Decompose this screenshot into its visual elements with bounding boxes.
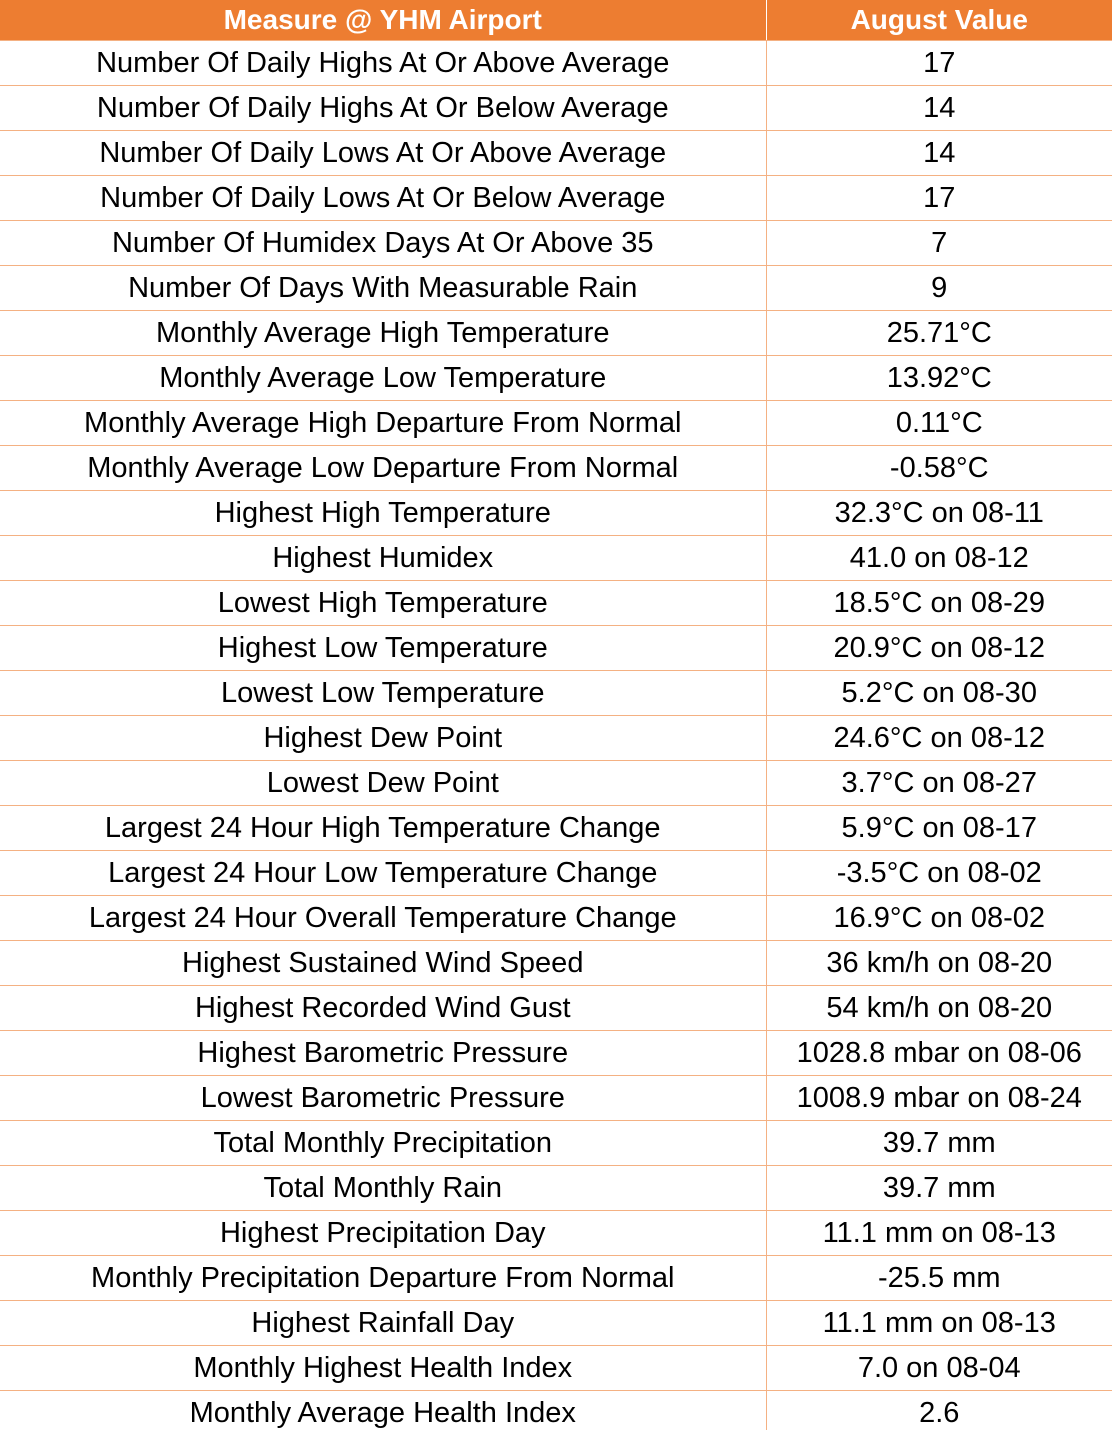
measure-cell: Number Of Daily Lows At Or Below Average	[0, 176, 766, 221]
table-row	[0, 131, 1112, 176]
measure-cell: Monthly Highest Health Index	[0, 1346, 766, 1391]
value-cell: 32.3°C on 08-11	[766, 491, 1112, 536]
value-cell: 3.7°C on 08-27	[766, 761, 1112, 806]
value-cell: 17	[766, 41, 1112, 86]
measure-cell: Number Of Daily Lows At Or Above Average	[0, 131, 766, 176]
header-value: August Value	[766, 0, 1112, 41]
table-row	[0, 806, 1112, 851]
measure-cell: Number Of Daily Highs At Or Above Average	[0, 41, 766, 86]
value-cell: 1028.8 mbar on 08-06	[766, 1031, 1112, 1076]
value-cell: 5.2°C on 08-30	[766, 671, 1112, 716]
measure-cell: Monthly Average Health Index	[0, 1391, 766, 1430]
measure-cell: Highest High Temperature	[0, 491, 766, 536]
table-row	[0, 311, 1112, 356]
table-row	[0, 1121, 1112, 1166]
table-body	[0, 41, 1112, 1430]
table-row	[0, 491, 1112, 536]
measure-cell: Highest Rainfall Day	[0, 1301, 766, 1346]
value-cell: 36 km/h on 08-20	[766, 941, 1112, 986]
value-cell: 54 km/h on 08-20	[766, 986, 1112, 1031]
table-row	[0, 896, 1112, 941]
value-cell: 16.9°C on 08-02	[766, 896, 1112, 941]
measure-cell: Number Of Humidex Days At Or Above 35	[0, 221, 766, 266]
table-header	[0, 0, 1112, 41]
measure-cell: Total Monthly Rain	[0, 1166, 766, 1211]
table-row	[0, 266, 1112, 311]
value-cell: 41.0 on 08-12	[766, 536, 1112, 581]
value-cell: 24.6°C on 08-12	[766, 716, 1112, 761]
measure-cell: Monthly Average High Temperature	[0, 311, 766, 356]
table-row	[0, 1256, 1112, 1301]
value-cell: 25.71°C	[766, 311, 1112, 356]
value-cell: 11.1 mm on 08-13	[766, 1211, 1112, 1256]
header-measure: Measure @ YHM Airport	[0, 0, 766, 41]
measure-cell: Highest Dew Point	[0, 716, 766, 761]
measure-cell: Monthly Average Low Departure From Normal	[0, 446, 766, 491]
value-cell: 11.1 mm on 08-13	[766, 1301, 1112, 1346]
measure-cell: Largest 24 Hour Low Temperature Change	[0, 851, 766, 896]
value-cell: 5.9°C on 08-17	[766, 806, 1112, 851]
table-row	[0, 1391, 1112, 1430]
table-row	[0, 581, 1112, 626]
table-row	[0, 1166, 1112, 1211]
value-cell: 20.9°C on 08-12	[766, 626, 1112, 671]
measure-cell: Highest Precipitation Day	[0, 1211, 766, 1256]
header-row	[0, 0, 1112, 41]
measure-cell: Highest Humidex	[0, 536, 766, 581]
measure-cell: Largest 24 Hour Overall Temperature Change	[0, 896, 766, 941]
table-row	[0, 356, 1112, 401]
measure-cell: Total Monthly Precipitation	[0, 1121, 766, 1166]
table-row	[0, 761, 1112, 806]
table-row	[0, 671, 1112, 716]
value-cell: 7.0 on 08-04	[766, 1346, 1112, 1391]
table-row	[0, 401, 1112, 446]
table-row	[0, 536, 1112, 581]
value-cell: 39.7 mm	[766, 1121, 1112, 1166]
measure-cell: Lowest Barometric Pressure	[0, 1076, 766, 1121]
measure-cell: Highest Sustained Wind Speed	[0, 941, 766, 986]
measure-cell: Highest Low Temperature	[0, 626, 766, 671]
value-cell: 1008.9 mbar on 08-24	[766, 1076, 1112, 1121]
measure-cell: Highest Recorded Wind Gust	[0, 986, 766, 1031]
measure-cell: Monthly Average Low Temperature	[0, 356, 766, 401]
table-row	[0, 716, 1112, 761]
value-cell: -0.58°C	[766, 446, 1112, 491]
value-cell: 18.5°C on 08-29	[766, 581, 1112, 626]
table-row	[0, 1346, 1112, 1391]
table-row	[0, 221, 1112, 266]
measure-cell: Largest 24 Hour High Temperature Change	[0, 806, 766, 851]
table-row	[0, 86, 1112, 131]
measure-cell: Number Of Daily Highs At Or Below Average	[0, 86, 766, 131]
measure-cell: Number Of Days With Measurable Rain	[0, 266, 766, 311]
measure-cell: Highest Barometric Pressure	[0, 1031, 766, 1076]
value-cell: 2.6	[766, 1391, 1112, 1430]
table-row	[0, 1301, 1112, 1346]
measure-cell: Monthly Precipitation Departure From Normal	[0, 1256, 766, 1301]
measure-cell: Lowest Dew Point	[0, 761, 766, 806]
value-cell: 14	[766, 86, 1112, 131]
value-cell: -3.5°C on 08-02	[766, 851, 1112, 896]
table-row	[0, 176, 1112, 221]
measure-cell: Lowest High Temperature	[0, 581, 766, 626]
value-cell: 0.11°C	[766, 401, 1112, 446]
table-row	[0, 986, 1112, 1031]
table-row	[0, 851, 1112, 896]
value-cell: 13.92°C	[766, 356, 1112, 401]
table-row	[0, 1031, 1112, 1076]
value-cell: 39.7 mm	[766, 1166, 1112, 1211]
measure-cell: Lowest Low Temperature	[0, 671, 766, 716]
value-cell: 7	[766, 221, 1112, 266]
table-row	[0, 941, 1112, 986]
value-cell: -25.5 mm	[766, 1256, 1112, 1301]
value-cell: 9	[766, 266, 1112, 311]
value-cell: 14	[766, 131, 1112, 176]
table-row	[0, 41, 1112, 86]
table-row	[0, 1076, 1112, 1121]
table-row	[0, 626, 1112, 671]
value-cell: 17	[766, 176, 1112, 221]
measure-cell: Monthly Average High Departure From Normal	[0, 401, 766, 446]
table-row	[0, 1211, 1112, 1256]
table-row	[0, 446, 1112, 491]
